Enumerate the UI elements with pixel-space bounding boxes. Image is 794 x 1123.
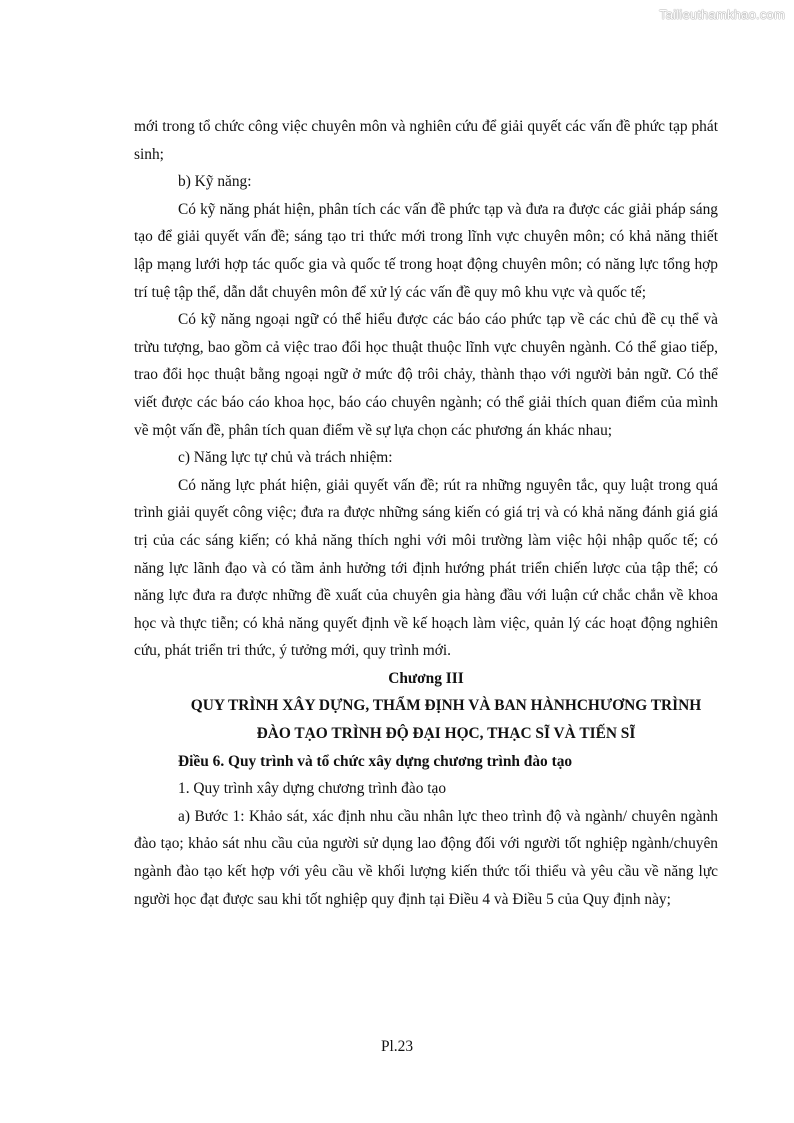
section-b-heading: b) Kỹ năng: <box>178 173 252 191</box>
article-item-1: 1. Quy trình xây dựng chương trình đào tạo <box>178 780 447 798</box>
page-number: Pl.23 <box>380 1038 414 1055</box>
paragraph-continuation: mới trong tổ chức công việc chuyên môn và nghiên cứu để giải quyết các vấn đề phức tạp phát sinh; <box>134 118 718 163</box>
paragraph-language-skills: Có kỹ năng ngoại ngữ có thể hiểu được các báo cáo phức tạp về các chủ đề cụ thể và trừu tượng, bao gồm cả việc trao đổi học thuật thuộc lĩnh vực chuyên ngành. Có thể giao tiếp, trao đổi học thuật bằng ngoại ngữ ở mức độ trôi chảy, thành thạo với người bản ngữ. Có thể viết được các báo cáo khoa học, báo cáo chuyên ngành; có thể giải thích quan điểm của mình về một vấn đề, phân tích quan điểm về sự lựa chọn các phương án khác nhau; <box>134 311 718 439</box>
article-step-a: a) Bước 1: Khảo sát, xác định nhu cầu nhân lực theo trình độ và ngành/ chuyên ngành đào tạo; khảo sát nhu cầu của người sử dụng lao động đối với người tốt nghiệp ngành/chuyên ngành đào tạo kết hợp với yêu cầu về khối lượng kiến thức tối thiểu và yêu cầu về năng lực người học đạt được sau khi tốt nghiệp quy định tại Điều 4 và Điều 5 của Quy định này; <box>134 807 718 908</box>
section-c-heading: c) Năng lực tự chủ và trách nhiệm: <box>178 449 393 467</box>
page-body <box>134 113 718 913</box>
paragraph-skills: Có kỹ năng phát hiện, phân tích các vấn đề phức tạp và đưa ra được các giải pháp sáng tạo để giải quyết vấn đề; sáng tạo tri thức mới trong lĩnh vực chuyên môn; có khả năng thiết lập mạng lưới hợp tác quốc gia và quốc tế trong hoạt động chuyên môn; có năng lực tổng hợp trí tuệ tập thể, dẫn dắt chuyên môn để xử lý các vấn đề quy mô khu vực và quốc tế; <box>134 200 718 301</box>
watermark: Tailieuthamkhao.com <box>659 7 785 22</box>
paragraph-autonomy: Có năng lực phát hiện, giải quyết vấn đề; rút ra những nguyên tắc, quy luật trong quá trình giải quyết công việc; đưa ra được những sáng kiến có giá trị và có khả năng đánh giá giá trị của các sáng kiến; có khả năng thích nghi với môi trường làm việc hội nhập quốc tế; có năng lực lãnh đạo và có tầm ảnh hưởng tới định hướng phát triển chiến lược của tập thể; có năng lực đưa ra được những đề xuất của chuyên gia hàng đầu với luận cứ chắc chắn về khoa học và thực tiễn; có khả năng quyết định về kế hoạch làm việc, quản lý các hoạt động nghiên cứu, phát triển tri thức, ý tưởng mới, quy trình mới. <box>134 476 718 660</box>
chapter-title-line-1: QUY TRÌNH XÂY DỰNG, THẨM ĐỊNH VÀ BAN HÀNHCHƯƠNG TRÌNH <box>190 697 702 715</box>
article-title: Điều 6. Quy trình và tổ chức xây dựng chương trình đào tạo <box>178 752 573 770</box>
chapter-label: Chương III <box>388 669 464 687</box>
chapter-title-line-2: ĐÀO TẠO TRÌNH ĐỘ ĐẠI HỌC, THẠC SĨ VÀ TIẾN SĨ <box>256 725 636 743</box>
